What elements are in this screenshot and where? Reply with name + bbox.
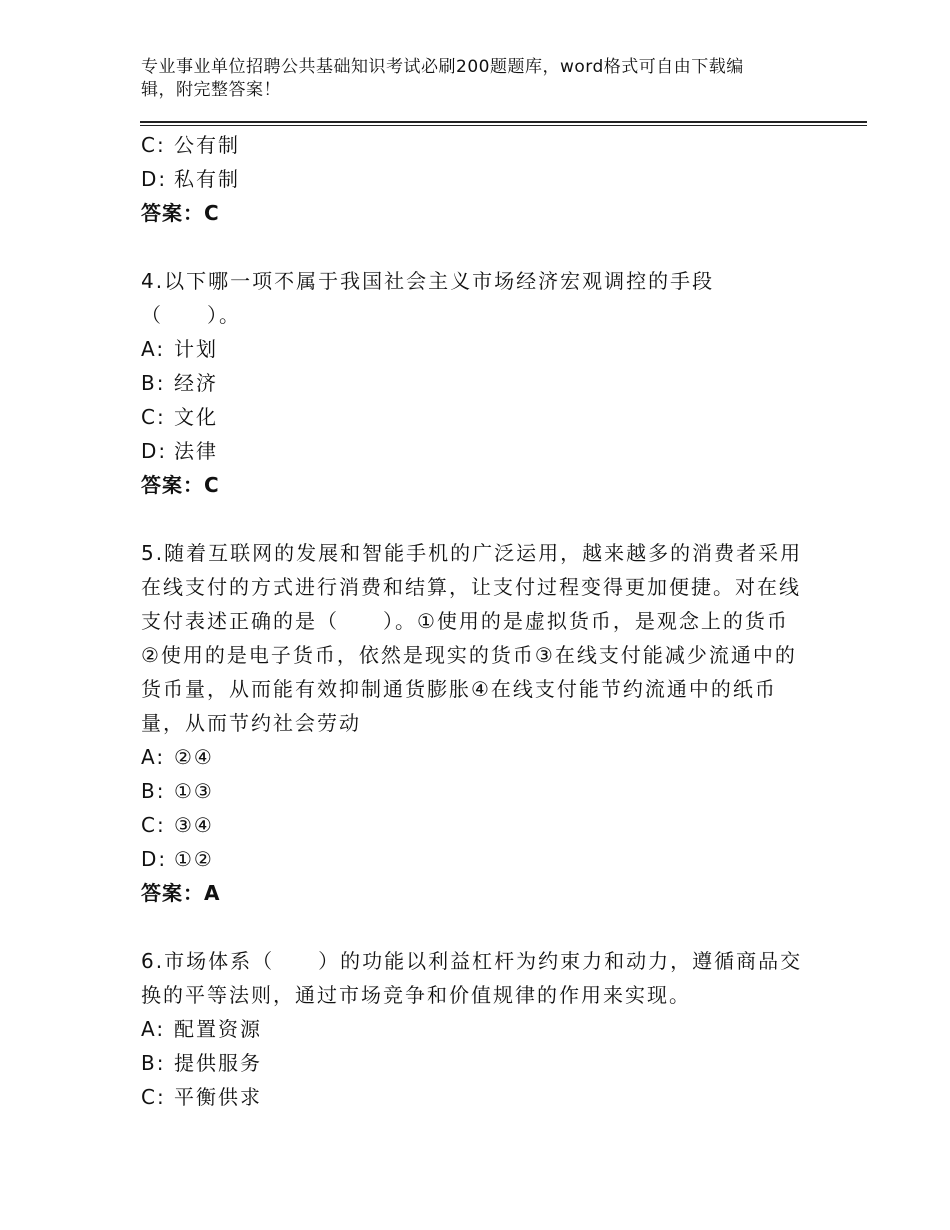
option-text: 经济 (174, 371, 218, 395)
option-c (141, 1080, 821, 1114)
option-key: B: (141, 779, 166, 803)
option-key: A: (141, 745, 166, 769)
option-key: C: (141, 813, 166, 837)
option-text: 配置资源 (174, 1017, 262, 1041)
answer-line: 答案：C (141, 473, 220, 497)
question-4 (141, 264, 821, 502)
option-b (141, 366, 821, 400)
option-key: A: (141, 1017, 166, 1041)
page-header (141, 56, 821, 102)
option-text: 公有制 (174, 133, 240, 157)
option-text: 提供服务 (174, 1051, 262, 1075)
document-body (141, 128, 821, 1114)
option-text: 私有制 (174, 167, 240, 191)
option-text: ①② (174, 847, 214, 871)
question-stem (141, 536, 821, 740)
option-a (141, 1012, 821, 1046)
question-6 (141, 944, 821, 1114)
option-text: 法律 (174, 439, 218, 463)
stem-line: 量，从而节约社会劳动 (141, 711, 361, 735)
option-c (141, 400, 821, 434)
option-key: C: (141, 405, 166, 429)
stem-line: （ ）。 (141, 303, 241, 327)
option-c (141, 128, 821, 162)
option-text: 计划 (174, 337, 218, 361)
option-key: B: (141, 1051, 166, 1075)
option-b (141, 1046, 821, 1080)
option-text: ③④ (174, 813, 214, 837)
stem-line: 支付表述正确的是（ ）。①使用的是虚拟货币，是观念上的货币 (141, 609, 789, 633)
header-line-2: 辑，附完整答案！ (141, 80, 281, 100)
answer-line: 答案：C (141, 201, 220, 225)
question-stem (141, 944, 821, 1012)
option-key: A: (141, 337, 166, 361)
option-key: D: (141, 439, 168, 463)
stem-line: 5.随着互联网的发展和智能手机的广泛运用，越来越多的消费者采用 (141, 541, 803, 565)
option-d (141, 162, 821, 196)
header-line-1: 专业事业单位招聘公共基础知识考试必刷200题题库，word格式可自由下载编 (141, 57, 744, 77)
option-key: D: (141, 167, 168, 191)
stem-line: 在线支付的方式进行消费和结算，让支付过程变得更加便捷。对在线 (141, 575, 801, 599)
option-text: 文化 (174, 405, 218, 429)
question-5 (141, 536, 821, 910)
stem-line: 换的平等法则，通过市场竞争和价值规律的作用来实现。 (141, 983, 691, 1007)
option-d (141, 434, 821, 468)
option-text: ②④ (174, 745, 214, 769)
option-key: C: (141, 133, 166, 157)
question-stem (141, 264, 821, 332)
option-c (141, 808, 821, 842)
option-key: C: (141, 1085, 166, 1109)
option-key: B: (141, 371, 166, 395)
stem-line: 货币量，从而能有效抑制通货膨胀④在线支付能节约流通中的纸币 (141, 677, 777, 701)
option-d (141, 842, 821, 876)
answer-line: 答案：A (141, 881, 221, 905)
option-a (141, 740, 821, 774)
option-key: D: (141, 847, 168, 871)
option-text: ①③ (174, 779, 214, 803)
header-rule-thin (140, 125, 867, 126)
stem-line: 4.以下哪一项不属于我国社会主义市场经济宏观调控的手段 (141, 269, 715, 293)
header-rule-thick (140, 121, 867, 123)
option-a (141, 332, 821, 366)
option-text: 平衡供求 (174, 1085, 262, 1109)
question-3 (141, 128, 821, 230)
option-b (141, 774, 821, 808)
stem-line: ②使用的是电子货币，依然是现实的货币③在线支付能减少流通中的 (141, 643, 797, 667)
stem-line: 6.市场体系（ ）的功能以利益杠杆为约束力和动力，遵循商品交 (141, 949, 803, 973)
